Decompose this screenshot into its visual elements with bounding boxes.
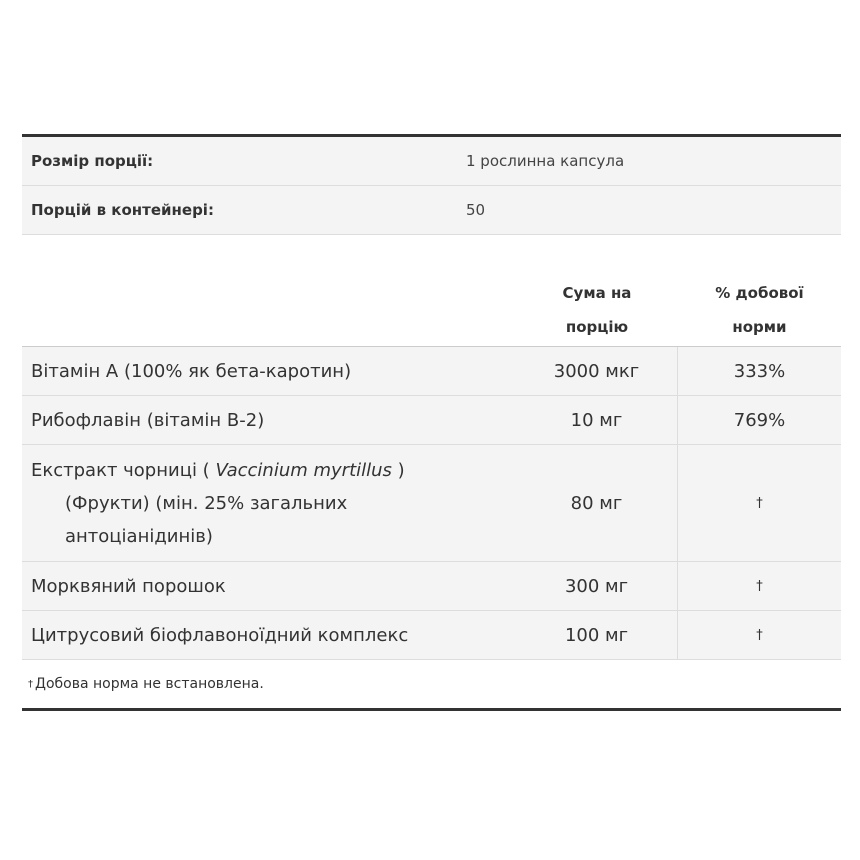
footnote-text: Добова норма не встановлена. [35,676,264,692]
nutrient-name: Морквяний порошок [31,575,226,597]
column-header-row [22,273,841,347]
servings-per-container-label: Порцій в контейнері: [31,201,214,219]
nutrient-scientific-name: Vaccinium myrtillus [215,460,392,481]
nutrient-row [22,347,841,396]
nutrient-amount: 100 мг [516,611,678,659]
header-amount-cell [516,273,678,346]
nutrient-row [22,396,841,445]
nutrient-name [22,445,516,561]
servings-per-container-row [22,186,841,235]
serving-size-row [22,137,841,186]
nutrient-name-line3: антоціанідинів) [65,526,213,547]
header-dv-line2: норми [732,317,787,336]
footnote [22,660,841,711]
serving-size-label: Розмір порції: [31,152,154,170]
header-amount-line1: Сума на [562,283,632,302]
nutrient-amount: 300 мг [516,562,678,610]
section-spacer [22,235,841,273]
nutrient-name-line2: (Фрукти) (мін. 25% загальних [65,493,348,514]
nutrient-amount: 80 мг [516,445,678,561]
header-dv-line1: % добової [715,283,804,302]
servings-per-container-value: 50 [466,201,486,219]
footnote-dagger: † [28,678,33,690]
serving-size-value: 1 рослинна капсула [466,152,625,170]
nutrient-daily-value: 769% [733,409,786,431]
nutrient-row [22,611,841,660]
nutrient-name-line1 [31,460,405,481]
nutrient-daily-value: † [756,578,763,594]
nutrient-amount: 10 мг [516,396,678,444]
nutrient-amount: 3000 мкг [516,347,678,395]
nutrient-name: Вітамін A (100% як бета-каротин) [31,360,352,382]
header-amount-line2: порцію [565,317,629,336]
nutrient-daily-value: 333% [733,360,786,382]
nutrient-daily-value: † [756,627,763,643]
header-name-cell [22,273,516,346]
nutrient-daily-value: † [756,495,763,511]
nutrient-name-prefix: Екстракт чорниці ( [31,460,210,481]
nutrient-name: Цитрусовий біофлавоноїдний комплекс [31,624,409,646]
supplement-facts-table [22,134,841,711]
header-daily-value-cell [678,273,841,346]
nutrient-name: Рибофлавін (вітамін B-2) [31,409,265,431]
nutrient-row [22,445,841,562]
nutrient-row [22,562,841,611]
nutrient-name-suffix: ) [397,460,405,481]
